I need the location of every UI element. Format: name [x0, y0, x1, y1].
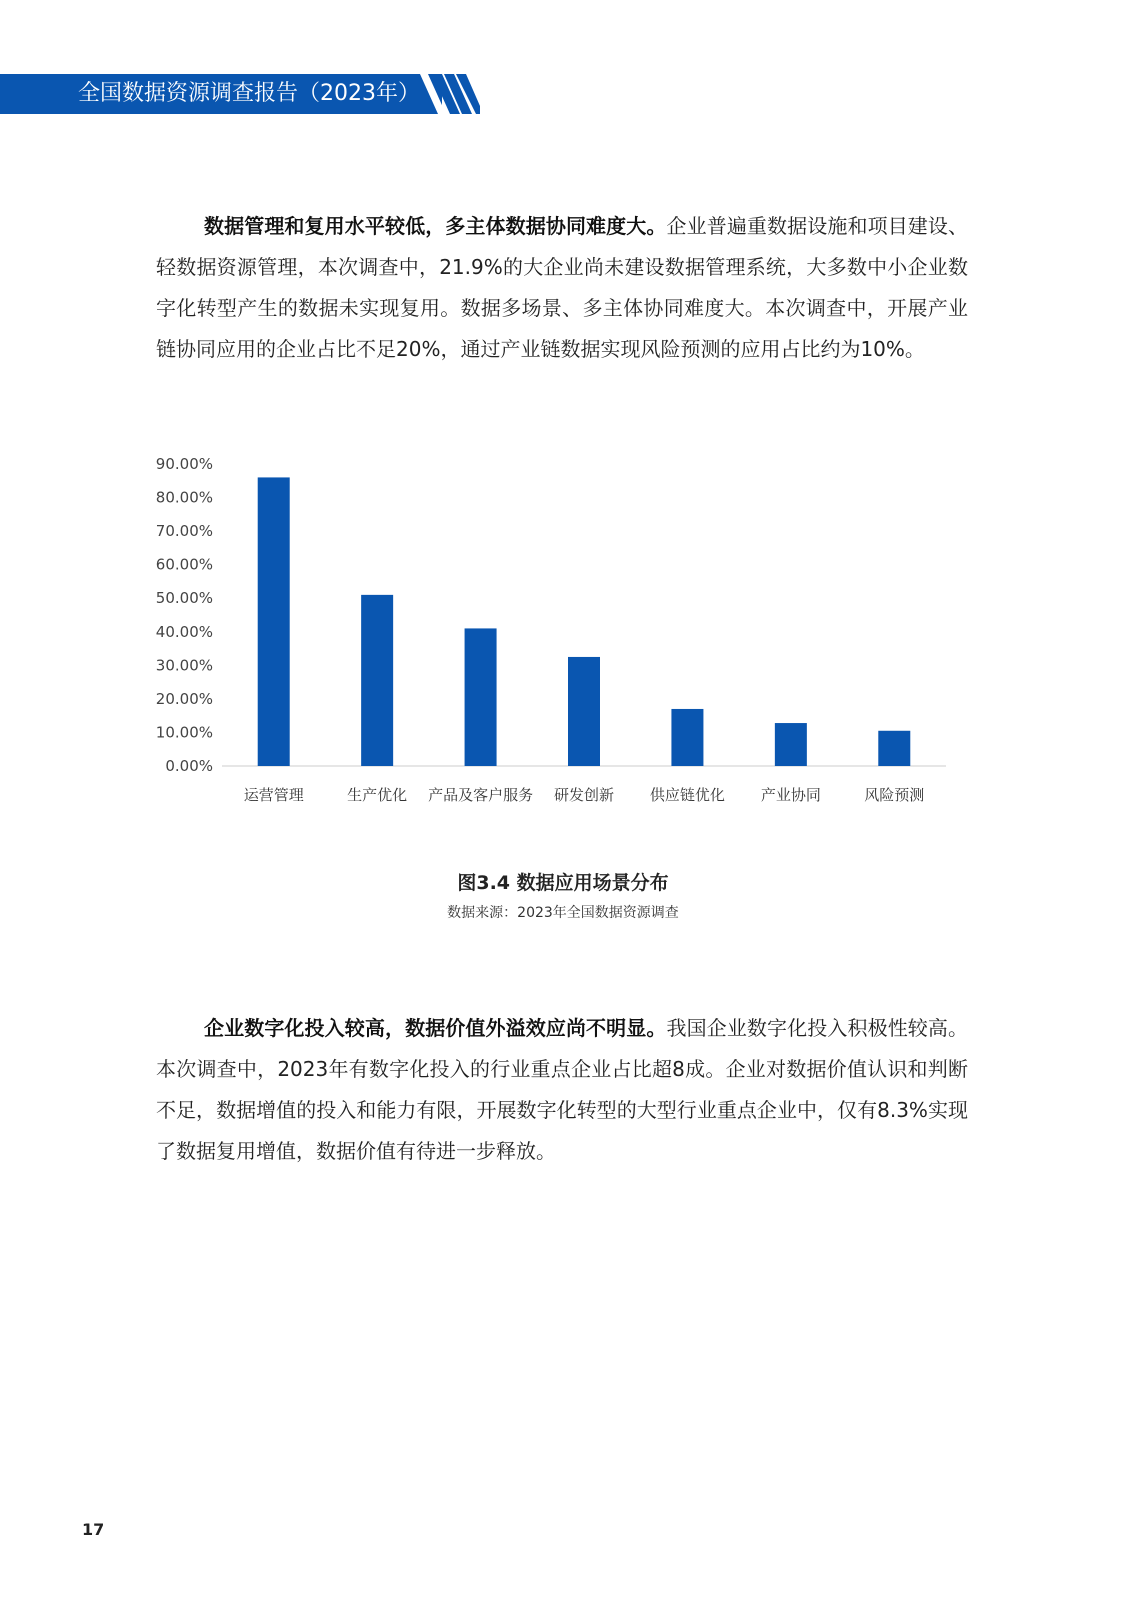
paragraph-lead: 数据管理和复用水平较低，多主体数据协同难度大。 — [204, 214, 667, 238]
paragraph-lead: 企业数字化投入较高，数据价值外溢效应尚不明显。 — [204, 1016, 667, 1040]
y-tick-label: 50.00% — [155, 589, 213, 608]
x-tick-label: 产品及客户服务 — [428, 786, 534, 804]
bar — [465, 628, 497, 766]
y-tick-label: 30.00% — [155, 656, 213, 675]
header-stripes-decoration — [420, 74, 480, 114]
paragraph-data-management — [156, 206, 968, 370]
bar — [775, 723, 807, 766]
report-title: 全国数据资源调查报告（2023年） — [78, 81, 420, 106]
x-tick-label: 运营管理 — [243, 786, 304, 804]
x-tick-label: 生产优化 — [347, 786, 408, 804]
paragraph-body: 企业普遍重数据设施和项目建设、轻数据资源管理，本次调查中，21.9%的大企业尚未建设数据管理系统，大多数中小企业数字化转型产生的数据未实现复用。数据多场景、多主体协同难度大。本次调查中，开展产业链协同应用的企业占比不足20%，通过产业链数据实现风险预测的应用占比约为10%。 — [156, 214, 969, 361]
figure-source: 数据来源：2023年全国数据资源调查 — [447, 905, 679, 921]
page-number: 17 — [82, 1520, 105, 1539]
y-tick-label: 10.00% — [155, 723, 213, 742]
bar — [878, 731, 910, 766]
x-tick-label: 产业协同 — [760, 786, 821, 804]
y-tick-label: 80.00% — [155, 488, 213, 507]
y-tick-label: 70.00% — [155, 522, 213, 541]
figure-title: 图3.4 数据应用场景分布 — [457, 872, 669, 894]
y-tick-label: 0.00% — [165, 757, 213, 775]
bar-chart — [150, 456, 960, 816]
y-tick-label: 20.00% — [155, 689, 213, 708]
bar — [671, 709, 703, 766]
y-tick-label: 60.00% — [155, 555, 213, 574]
y-tick-label: 40.00% — [155, 622, 213, 641]
bar — [361, 595, 393, 766]
bar — [258, 477, 290, 766]
paragraph-body: 我国企业数字化投入积极性较高。本次调查中，2023年有数字化投入的行业重点企业占比超8成。企业对数据价值认识和判断不足，数据增值的投入和能力有限，开展数字化转型的大型行业重点企业中，仅有8.3%实现了数据复用增值，数据价值有待进一步释放。 — [156, 1016, 969, 1163]
x-tick-label: 风险预测 — [864, 786, 925, 804]
x-tick-label: 研发创新 — [553, 786, 615, 804]
paragraph-digital-investment — [156, 1008, 968, 1172]
bar — [568, 657, 600, 766]
y-tick-label: 90.00% — [155, 456, 213, 473]
x-tick-label: 供应链优化 — [649, 786, 725, 804]
